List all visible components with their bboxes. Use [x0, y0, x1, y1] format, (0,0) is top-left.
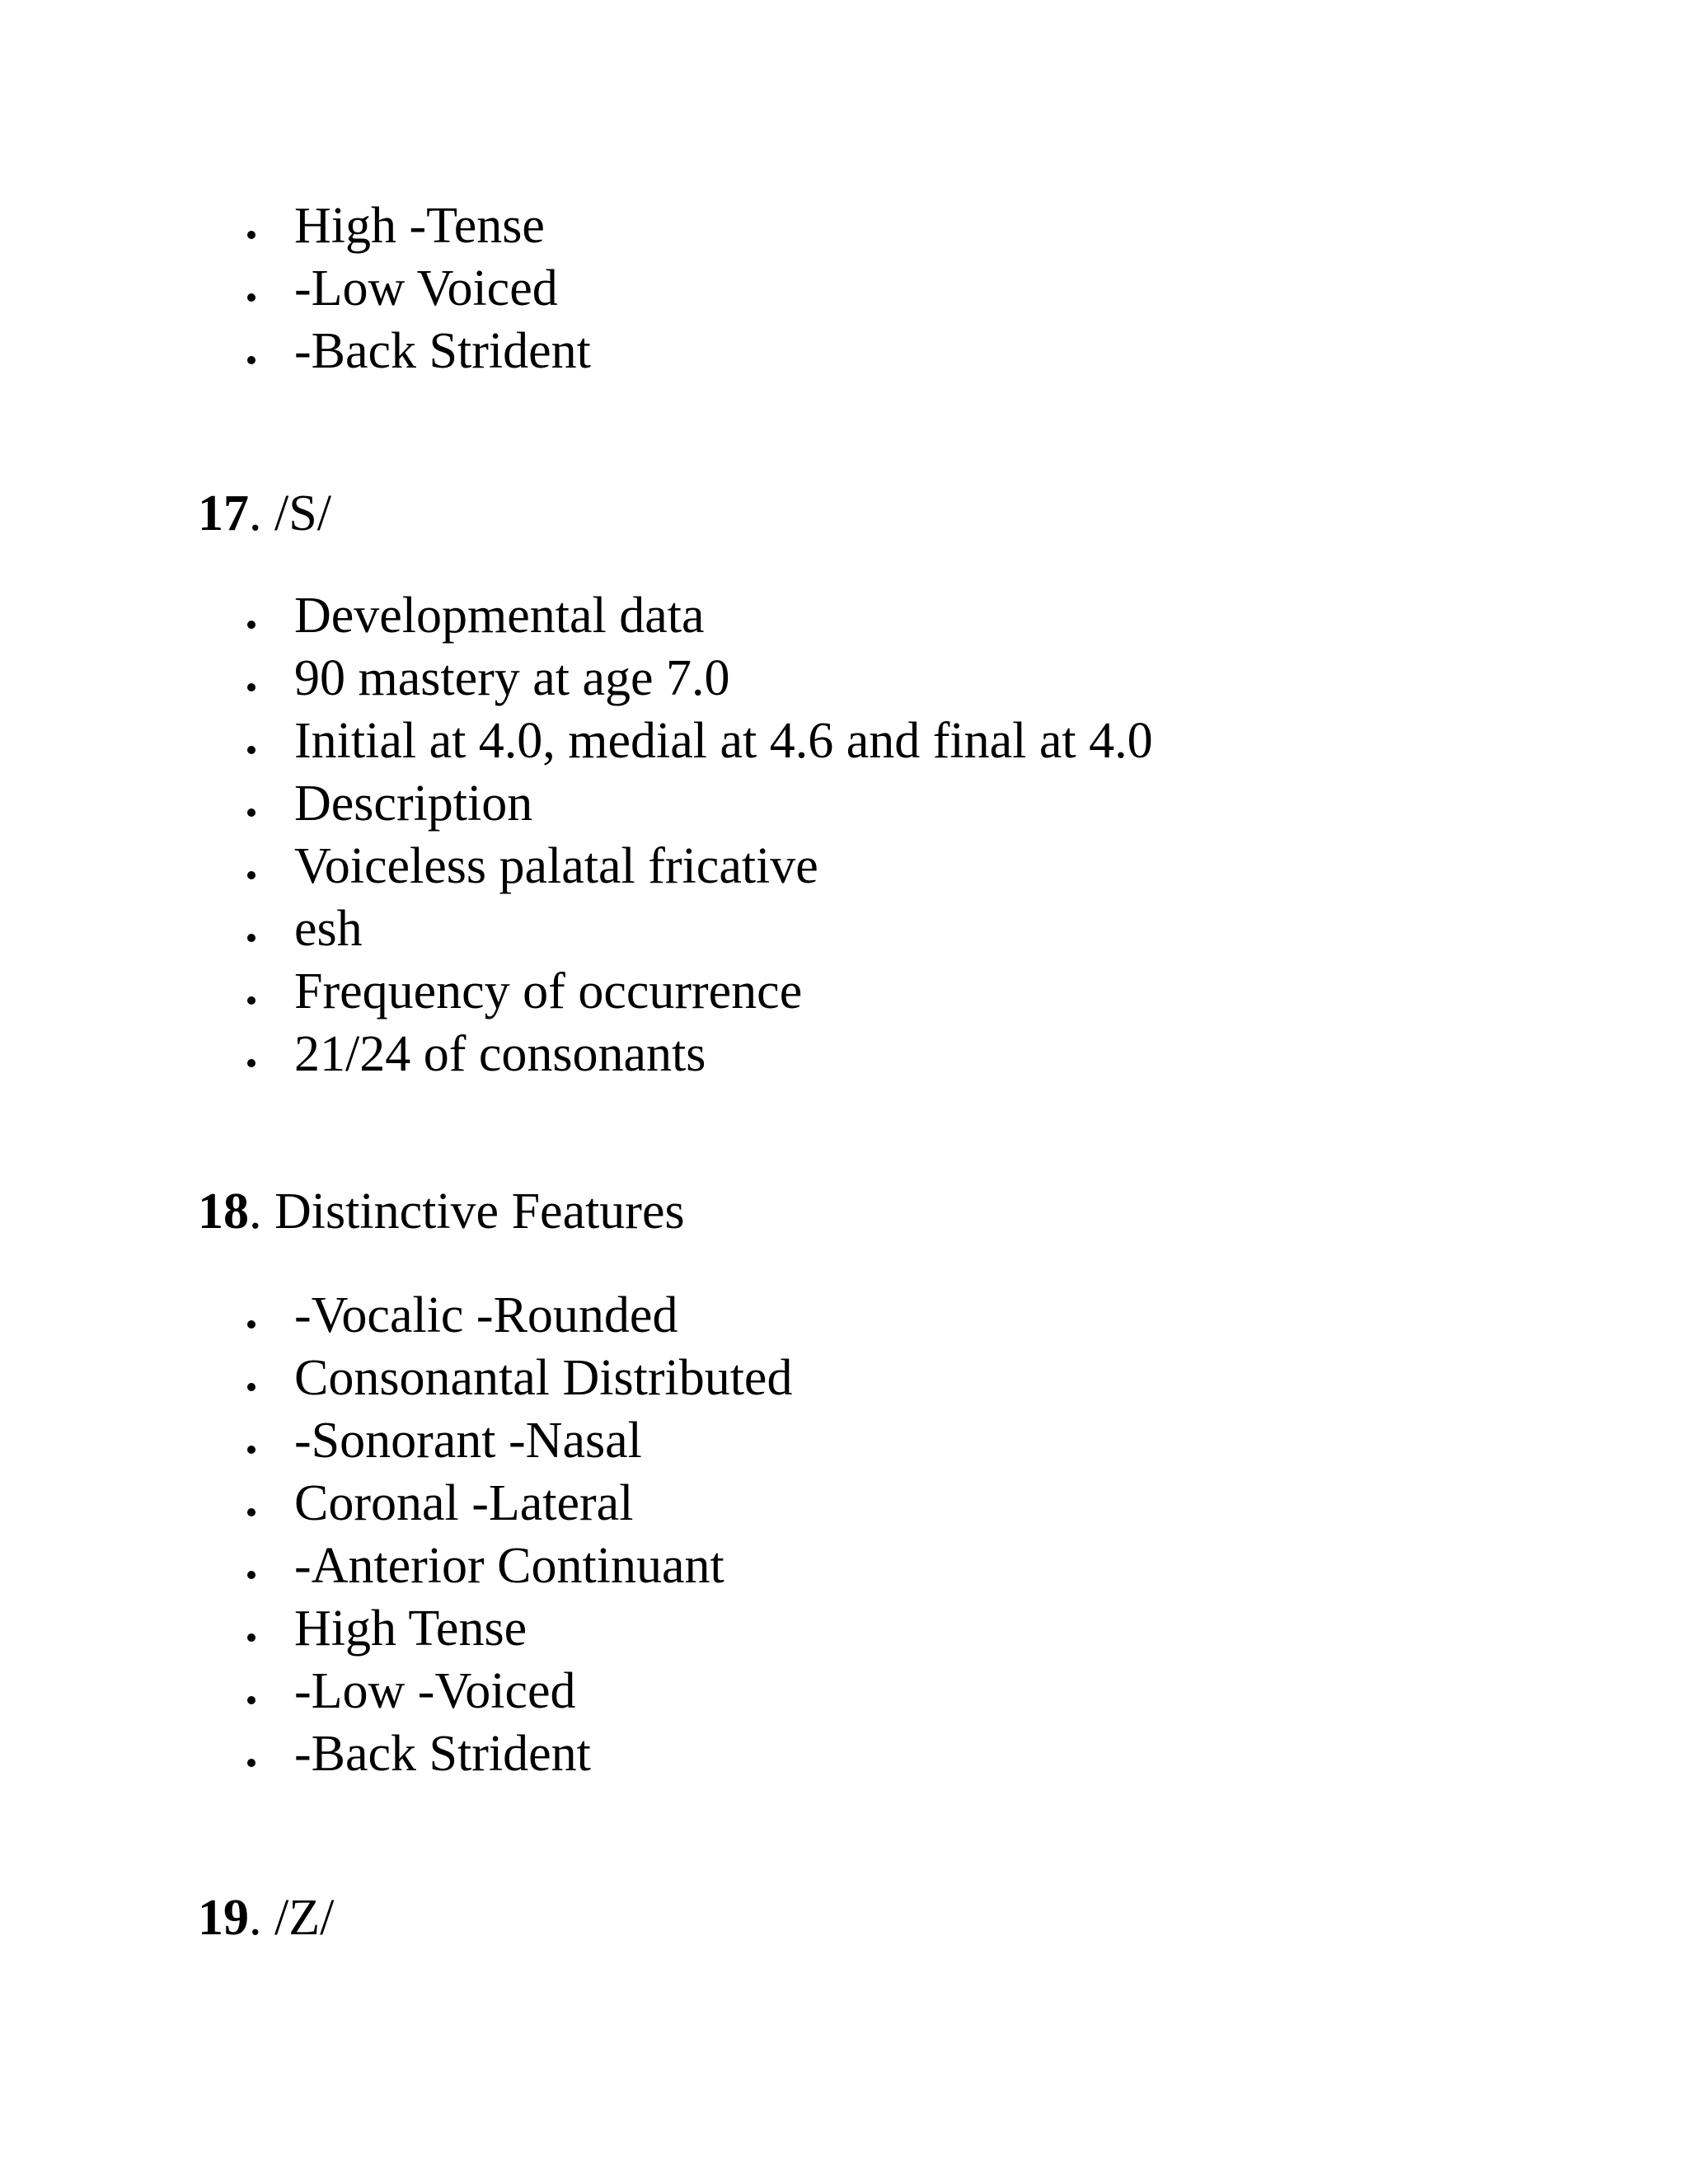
bullet-icon — [247, 1409, 257, 1472]
bullet-icon — [247, 898, 257, 960]
bullet-icon — [247, 1722, 257, 1785]
bullet-icon — [247, 584, 257, 647]
bullet-icon — [247, 1660, 257, 1722]
bullet-icon — [247, 710, 257, 772]
bullet-icon — [247, 647, 257, 710]
bullet-icon — [247, 320, 257, 382]
section-heading-18 — [198, 1180, 685, 1243]
bullet-icon — [247, 960, 257, 1023]
bullet-icon — [247, 1472, 257, 1535]
document-page: High -Tense -Low Voiced -Back Strident 17. /S/ Developmental data 90 mastery at age 7.0 Initial at 4.0, medial at 4.6 and final at 4.0 Description Voiceless palatal fricative esh Frequency of occurrence 21/24 of consonants 18. Distinctive Features -Vocalic -Rounded Consonantal Distributed -Sonorant -Nasal Coronal -Lateral -Anterior Continuant High Tense -Low -Voiced -Back Strident 19. /Z/ — [0, 0, 1688, 2184]
bullet-icon — [247, 257, 257, 320]
bullet-icon — [247, 1023, 257, 1085]
section-title: . Distinctive Features — [249, 1183, 685, 1240]
section-title: . /Z/ — [249, 1890, 335, 1946]
bullet-icon — [247, 1284, 257, 1347]
section-number: 18 — [198, 1183, 249, 1240]
bullet-icon — [247, 835, 257, 898]
section-title: . /S/ — [249, 485, 331, 541]
bullet-icon — [247, 1597, 257, 1660]
bullet-icon — [247, 1347, 257, 1409]
section-heading-17 — [198, 482, 331, 545]
bullet-icon — [247, 1535, 257, 1597]
section-number: 19 — [198, 1890, 249, 1946]
section-number: 17 — [198, 485, 249, 541]
section-heading-19 — [198, 1886, 334, 1949]
bullet-icon — [247, 194, 257, 257]
bullet-icon — [247, 772, 257, 835]
